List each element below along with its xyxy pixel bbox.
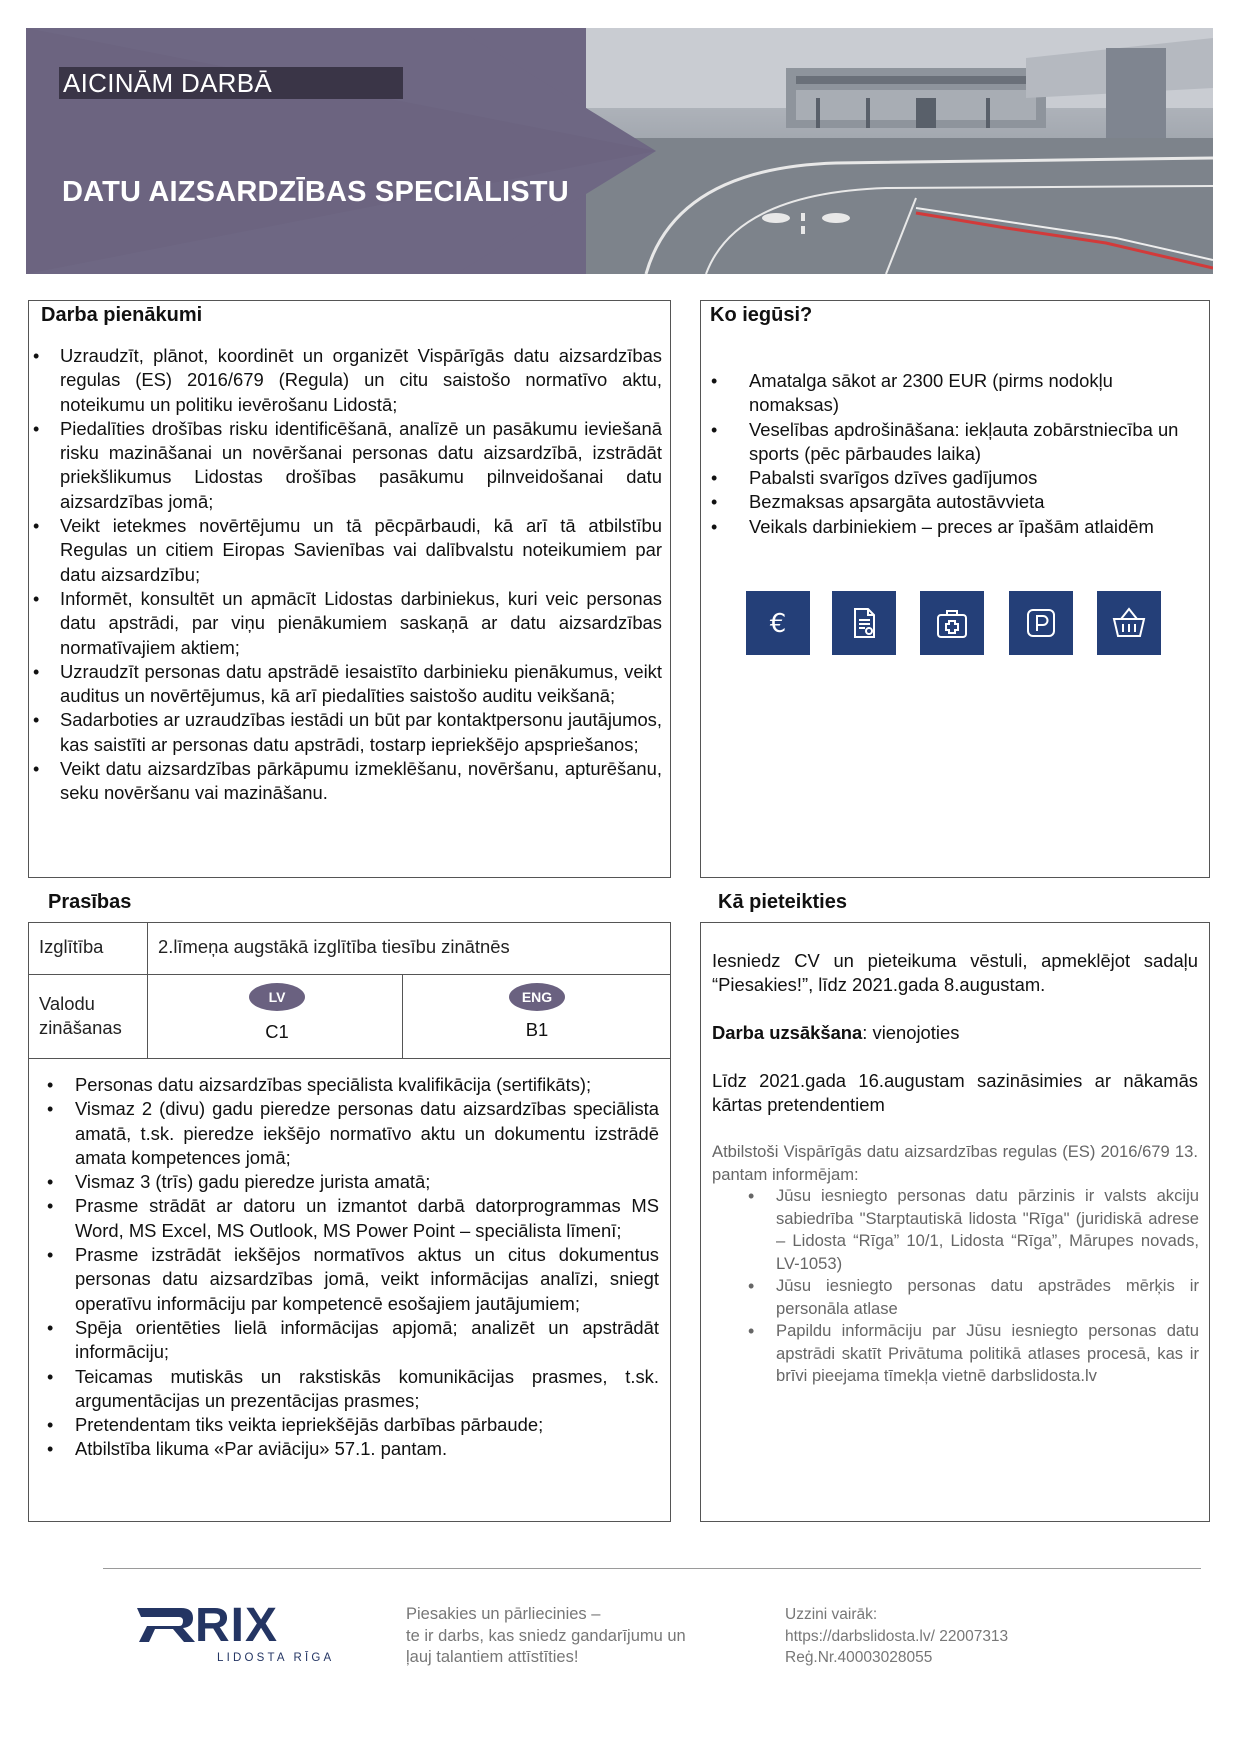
job-title: DATU AIZSARDZĪBAS SPECIĀLISTU	[62, 176, 569, 208]
euro-icon	[746, 591, 810, 655]
benefits-list	[709, 369, 1179, 539]
start-label: Darba uzsākšana	[712, 1022, 863, 1043]
gdpr-list	[701, 1185, 1199, 1388]
list-item: • Prasme izstrādāt iekšējos normatīvos aktus un citus dokumentus personas datu aizsardzības jomā, veikt informācijas analīzi, sniegt operatīvu informāciju par kompetencē esošajiem jautājumiem;	[45, 1243, 659, 1316]
header-banner	[26, 28, 1213, 274]
apply-box	[700, 922, 1210, 1522]
list-item: • Vismaz 2 (divu) gadu pieredze personas datu aizsardzības speciālista amatā, t.sk. pieredze iekšējo normatīvo aktu un dokumentu izstrādē amata kompetences jomā;	[45, 1097, 659, 1170]
registration-number: Reģ.Nr.40003028055	[785, 1649, 933, 1666]
list-item: • Informēt, konsultēt un apmācīt Lidostas darbiniekus, kuri veic personas datu apstrādi, par viņu pienākumiem saskaņā ar datu aizsardzības normatīvajiem aktiem;	[31, 587, 662, 660]
banner-shape	[26, 28, 1213, 274]
list-item: • Veselības apdrošināšana: iekļauta zobārstniecība un sports (pēc pārbaudes laika)	[709, 418, 1179, 467]
languages-label: Valodu zināšanas	[39, 993, 122, 1038]
contact-line: Uzzini vairāk:	[785, 1606, 878, 1623]
language-level-eng: B1	[525, 1019, 549, 1040]
document-icon	[832, 591, 896, 655]
language-level-lv: C1	[265, 1021, 289, 1042]
apply-instructions: Iesniedz CV un pieteikuma vēstuli, apmeklējot sadaļu “Piesakies!”, līdz 2021.gada 8.augustam.	[712, 950, 1198, 996]
list-item: • Personas datu aizsardzības speciālista kvalifikācija (sertifikāts);	[45, 1073, 659, 1097]
logo-subtitle: LIDOSTA RĪGA	[217, 1652, 335, 1664]
logo-text: RIX	[195, 1599, 279, 1652]
duties-title: Darba pienākumi	[41, 304, 203, 326]
list-item: • Vismaz 3 (trīs) gadu pieredze jurista amatā;	[45, 1170, 659, 1194]
list-item: • Jūsu iesniegto personas datu apstrādes mērķis ir personāla atlase	[701, 1275, 1199, 1320]
contact-notice: Līdz 2021.gada 16.augustam sazināsimies ar nākamās kārtas pretendentiem	[712, 1070, 1198, 1116]
benefits-title: Ko iegūsi?	[710, 304, 813, 326]
education-value: 2.līmeņa augstākā izglītība tiesību zinātnēs	[158, 936, 510, 957]
requirements-title: Prasības	[48, 891, 132, 913]
education-row	[29, 923, 670, 975]
requirements-box	[28, 922, 671, 1522]
list-item: • Pabalsti svarīgos dzīves gadījumos	[709, 466, 1179, 490]
slogan-line: Piesakies un pārliecinies –	[406, 1605, 601, 1623]
benefits-box	[700, 300, 1210, 878]
list-item: • Veikals darbiniekiem – preces ar īpašām atlaidēm	[709, 515, 1179, 539]
education-label: Izglītība	[39, 936, 104, 957]
footer-contact	[785, 1604, 1008, 1669]
languages-row	[29, 975, 670, 1059]
list-item: • Bezmaksas apsargāta autostāvvieta	[709, 490, 1179, 514]
list-item: • Jūsu iesniegto personas datu pārzinis ir valsts akciju sabiedrība "Starptautiskā lidosta "Rīga" (juridiskā adrese – Lidosta “Rīga” 10/1, Lidosta “Rīga”, Mārupes novads, LV-1053)	[701, 1185, 1199, 1275]
duties-box	[28, 300, 671, 878]
list-item: • Uzraudzīt personas datu apstrādē iesaistīto darbinieku pienākumus, veikt auditus un novērtējumus, kā arī piedalīties saistošo auditu veikšanā;	[31, 660, 662, 709]
gdpr-intro: Atbilstoši Vispārīgās datu aizsardzības regulas (ES) 2016/679 13. pantam informējam:	[712, 1142, 1198, 1184]
first-aid-kit-icon	[920, 591, 984, 655]
language-badge-eng: ENG	[509, 983, 565, 1011]
slogan-line: ļauj talantiem attīstīties!	[406, 1648, 579, 1666]
list-item: • Prasme strādāt ar datoru un izmantot darbā datorprogrammas MS Word, MS Excel, MS Outlook, MS Power Point – speciālista līmenī;	[45, 1194, 659, 1243]
language-badge-lv: LV	[249, 983, 305, 1011]
footer-slogan	[406, 1604, 686, 1669]
start-date	[712, 1021, 1198, 1045]
list-item: • Uzraudzīt, plānot, koordinēt un organizēt Vispārīgās datu aizsardzības regulas (ES) 2016/679 (Regula) un citu saistošo normatīvo aktu, noteikumu un politiku ievērošanu Lidostā;	[31, 344, 662, 417]
list-item: • Amatalga sākot ar 2300 EUR (pirms nodokļu nomaksas)	[709, 369, 1179, 418]
list-item: • Veikt datu aizsardzības pārkāpumu izmeklēšanu, novēršanu, apturēšanu, seku novēršanu vai mazināšanu.	[31, 757, 662, 806]
list-item: • Spēja orientēties lielā informācijas apjomā; analizēt un apstrādāt informāciju;	[45, 1316, 659, 1365]
slogan-line: te ir darbs, kas sniedz gandarījumu un	[406, 1626, 686, 1645]
table-divider	[402, 975, 403, 1058]
list-item: • Sadarboties ar uzraudzības iestādi un būt par kontaktpersonu jautājumos, kas saistīti ar personas datu apstrādi, tostarp iepriekšējo apspriešanos;	[31, 708, 662, 757]
start-value: : vienojoties	[862, 1022, 960, 1043]
list-item: • Teicamas mutiskās un rakstiskās komunikācijas prasmes, t.sk. argumentācijas un prezentācijas prasmes;	[45, 1365, 659, 1414]
rix-logo	[135, 1600, 345, 1675]
website-link[interactable]: https://darbslidosta.lv/ 22007313	[785, 1627, 1009, 1645]
hiring-label: AICINĀM DARBĀ	[59, 67, 403, 99]
shopping-basket-icon	[1097, 591, 1161, 655]
requirements-list	[45, 1073, 659, 1462]
footer-divider	[103, 1568, 1201, 1569]
list-item: • Papildu informāciju par Jūsu iesniegto personas datu apstrādi skatīt Privātuma politikā atlases procesā, kas ir brīvi pieejama tīmekļa vietnē darbslidosta.lv	[701, 1320, 1199, 1388]
list-item: • Pretendentam tiks veikta iepriekšējās darbības pārbaude;	[45, 1413, 659, 1437]
parking-icon	[1009, 591, 1073, 655]
list-item: • Piedalīties drošības risku identificēšanā, analīzē un pasākumu ieviešanā risku mazināšanai un novēršanai personas datu aizsardzībā, izstrādāt priekšlikumus Lidostas drošības pasākumu pilnveidošanai datu aizsardzības jomā;	[31, 417, 662, 514]
duties-list	[31, 344, 662, 806]
list-item: • Veikt ietekmes novērtējumu un tā pēcpārbaudi, kā arī tā atbilstību Regulas un citiem Eiropas Savienības vai dalībvalstu noteikumiem par datu aizsardzību;	[31, 514, 662, 587]
svg-text:€: €	[769, 609, 787, 639]
apply-title: Kā pieteikties	[718, 891, 847, 913]
list-item: • Atbilstība likuma «Par aviāciju» 57.1. pantam.	[45, 1437, 659, 1461]
